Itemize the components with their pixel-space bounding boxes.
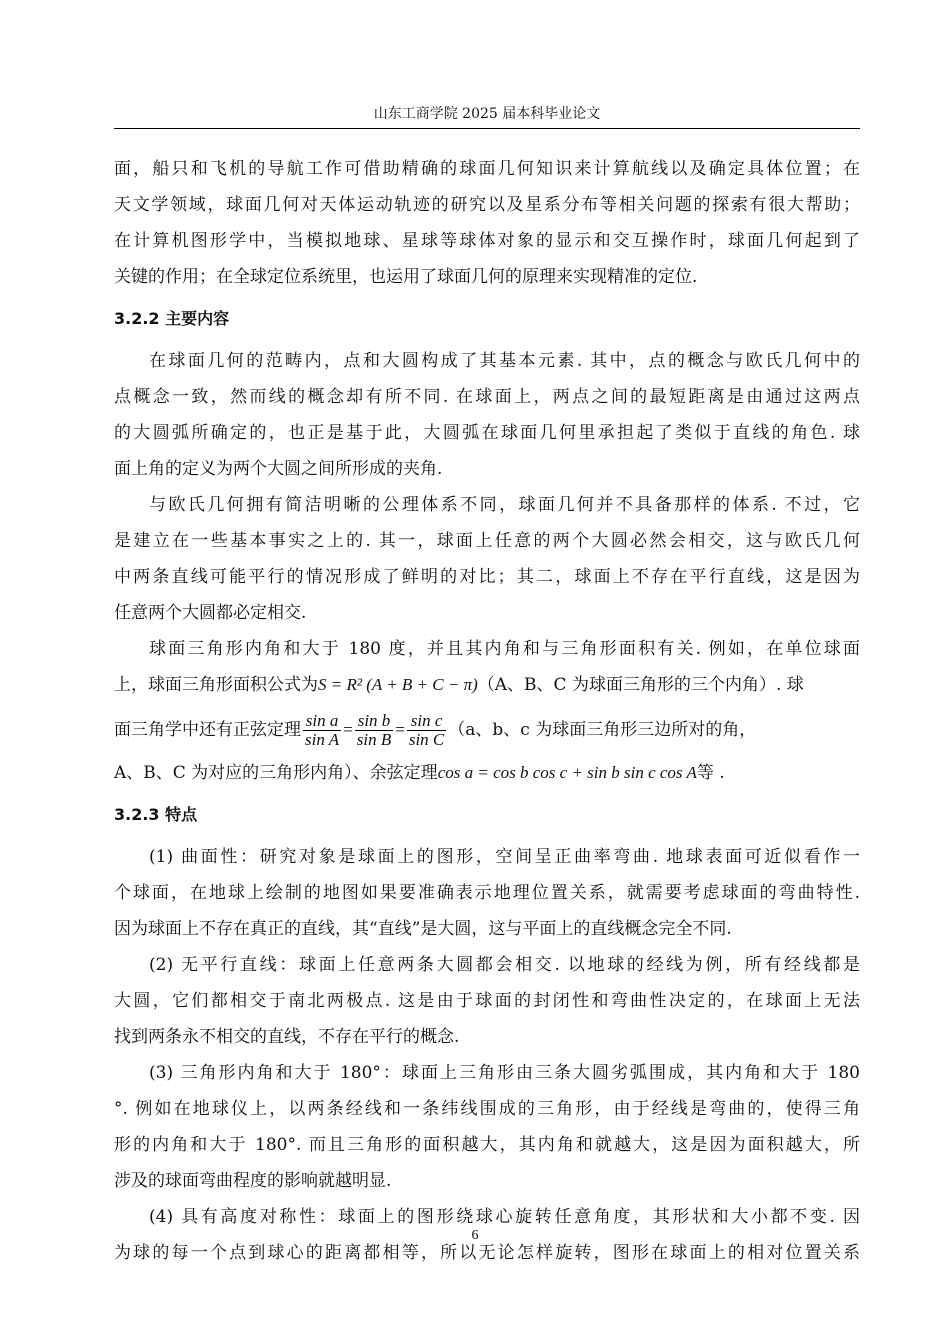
text-line: 关键的作用；在全球定位系统里，也运用了球面几何的原理来实现精准的定位.: [114, 267, 698, 287]
sine-law-line: [114, 704, 860, 756]
text-span: 等 .: [696, 763, 725, 783]
document-body: [114, 152, 860, 1272]
text-line: 天文学领域，球面几何对天体运动轨迹的研究以及星系分布等相关问题的探索有很大帮助；: [114, 195, 860, 215]
equals-sign: =: [395, 720, 405, 739]
text-line: 形的内角和大于 180°. 而且三角形的面积越大，其内角和就越大，这是因为面积越大，所: [114, 1135, 860, 1155]
list-item: [114, 948, 860, 1056]
section-heading-3-2-2: 3.2.2 主要内容: [114, 309, 230, 328]
text-line: (2) 无平行直线：球面上任意两条大圆都会相交. 以地球的经线为例，所有经线都是: [149, 955, 860, 975]
text-span: A、B、C 为对应的三角形内角）、余弦定理: [114, 763, 438, 783]
text-span: 上，球面三角形面积公式为: [114, 675, 318, 695]
area-formula: S = R² (A + B + C − π): [318, 675, 478, 694]
paragraph: [114, 344, 860, 488]
paragraph: [114, 488, 860, 632]
page-number: 6: [471, 1228, 479, 1243]
sine-fraction-c: [407, 712, 446, 749]
sine-fraction-b: [355, 712, 393, 749]
text-line: 球面三角形内角和大于 180 度，并且其内角和与三角形面积有关. 例如，在单位球面: [149, 639, 860, 659]
text-line: 面，船只和飞机的导航工作可借助精确的球面几何知识来计算航线以及确定具体位置；在: [114, 159, 860, 179]
text-line: [114, 756, 860, 792]
text-line: 点概念一致，然而线的概念却有所不同. 在球面上，两点之间的最短距离是由通过这两点: [114, 387, 860, 407]
cosine-formula: cos a = cos b cos c + sin b sin c cos A: [437, 763, 697, 782]
text-line: 中两条直线可能平行的情况形成了鲜明的对比；其二，球面上不存在平行直线，这是因为: [114, 567, 860, 587]
text-span: 面三角学中还有正弦定理: [114, 720, 301, 740]
text-line: 的大圆弧所确定的，也正是基于此，大圆弧在球面几何里承担起了类似于直线的角色. 球: [114, 423, 860, 443]
text-span: （A、B、C 为球面三角形的三个内角）. 球: [477, 675, 804, 695]
text-line: (4) 具有高度对称性：球面上的图形绕球心旋转任意角度，其形状和大小都不变. 因: [149, 1207, 860, 1227]
text-line: 与欧氏几何拥有简洁明晰的公理体系不同，球面几何并不具备那样的体系. 不过，它: [149, 495, 860, 515]
intro-paragraph: [114, 152, 860, 296]
text-line: 在球面几何的范畴内，点和大圆构成了其基本元素. 其中，点的概念与欧氏几何中的: [149, 351, 860, 371]
fraction-numerator: sin a: [303, 712, 341, 731]
list-item: [114, 840, 860, 948]
sine-fraction-a: [303, 712, 341, 749]
text-span: （a、b、c 为球面三角形三边所对的角，: [448, 720, 757, 740]
text-line: (3) 三角形内角和大于 180°：球面上三角形由三条大圆劣弧围成，其内角和大于 180: [149, 1063, 860, 1083]
fraction-denominator: sin C: [408, 730, 445, 749]
text-line: 涉及的球面弯曲程度的影响就越明显.: [114, 1171, 392, 1191]
text-line: 是建立在一些基本事实之上的. 其一，球面上任意的两个大圆必然会相交，这与欧氏几何: [114, 531, 860, 551]
text-line: 大圆，它们都相交于南北两极点. 这是由于球面的封闭性和弯曲性决定的，在球面上无法: [114, 991, 860, 1011]
equals-sign: =: [343, 720, 353, 739]
paragraph-formulas: [114, 632, 860, 792]
fraction-numerator: sin c: [407, 712, 446, 731]
page-header: 山东工商学院 2025 届本科毕业论文: [373, 106, 601, 122]
text-line: 面上角的定义为两个大圆之间所形成的夹角.: [114, 459, 443, 479]
text-line: 任意两个大圆都必定相交.: [114, 603, 307, 623]
fraction-denominator: sin A: [305, 730, 340, 749]
text-line: [114, 668, 860, 704]
section-heading-3-2-3: 3.2.3 特点: [114, 805, 198, 824]
fraction-numerator: sin b: [355, 712, 393, 731]
fraction-denominator: sin B: [356, 730, 392, 749]
text-line: 为球的每一个点到球心的距离都相等，所以无论怎样旋转，图形在球面上的相对位置关系: [114, 1243, 860, 1263]
text-line: 因为球面上不存在真正的直线，其“直线”是大圆，这与平面上的直线概念完全不同.: [114, 919, 732, 939]
text-line: 在计算机图形学中，当模拟地球、星球等球体对象的显示和交互操作时，球面几何起到了: [114, 231, 860, 251]
list-item: [114, 1056, 860, 1200]
text-line: 个球面，在地球上绘制的地图如果要准确表示地理位置关系，就需要考虑球面的弯曲特性.: [114, 883, 860, 903]
text-line: °. 例如在地球仪上，以两条经线和一条纬线围成的三角形，由于经线是弯曲的，使得三角: [114, 1099, 860, 1119]
text-line: 找到两条永不相交的直线，不存在平行的概念.: [114, 1027, 460, 1047]
text-line: (1) 曲面性：研究对象是球面上的图形，空间呈正曲率弯曲. 地球表面可近似看作一: [149, 847, 860, 867]
header-rule: [114, 128, 860, 129]
